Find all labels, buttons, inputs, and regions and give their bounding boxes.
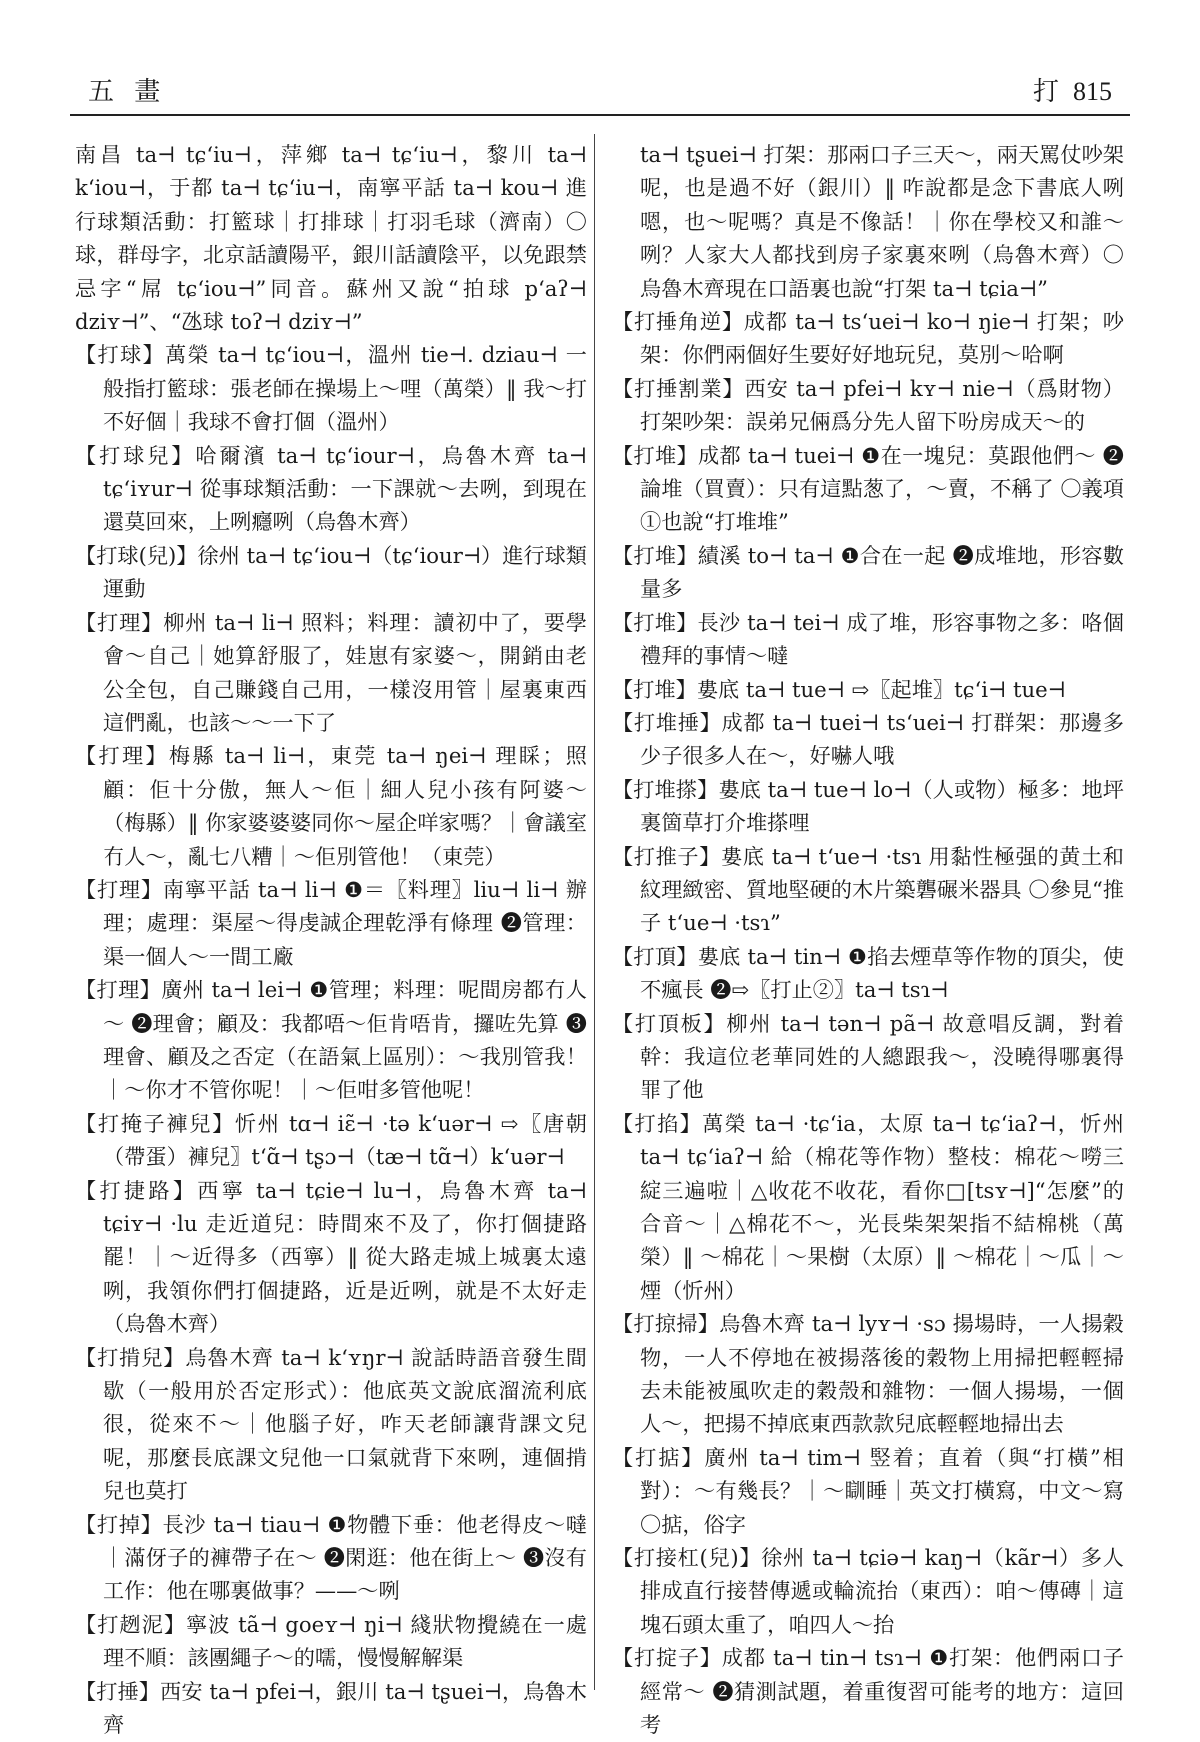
dictionary-entry: 【打堆】績溪 to⊣ ta⊣ ❶合在一起 ❷成堆地，形容數量多 [612,542,1124,602]
dictionary-entry: 【打球(兒)】徐州 ta⊣ tɕʻiou⊣（tɕʻiour⊣）進行球類運動 [75,542,587,602]
dictionary-entry: 【打理】梅縣 ta⊣ li⊣，東莞 ta⊣ ŋei⊣ 理睬；照顧：佢十分傲，無人～佢｜細人兒小孩有阿婆～（梅縣）‖ 你家婆婆婆同你～屋企咩家嗎？｜會議室冇人～，亂七八糟｜～佢別管他！（東莞） [75,743,587,869]
dictionary-entry: 南昌 ta⊣ tɕʻiu⊣，萍鄉 ta⊣ tɕʻiu⊣，黎川 ta⊣ kʻiou⊣，于都 ta⊣ tɕʻiu⊣，南寧平話 ta⊣ kou⊣ 進行球類活動：打籃球｜打排球｜打羽毛球（濟南）〇球，群母字，北京話讀陽平，銀川話讀陰平，以免跟禁忌字“屌 tɕʻiou⊣”同音。蘇州又說“拍球 pʻaʔ⊣ dziʏ⊣”、“氹球 toʔ⊣ dziʏ⊣” [75,142,587,335]
dictionary-entry: 【打捶割業】西安 ta⊣ pfei⊣ kʏ⊣ nie⊣（爲財物）打架吵架：誤弟兄倆爲分先人留下吩房成天～的 [612,375,1124,435]
dictionary-entry: 【打掐】萬榮 ta⊣ ·tɕʻia，太原 ta⊣ tɕʻiaʔ⊣，忻州 ta⊣ tɕʻiaʔ⊣ 給（棉花等作物）整枝：棉花～嘮三綻三遍啦｜△收花不收花，看你□[tsʏ⊣]“怎麼”的合音～｜△棉花不～，光長柴架架指不結棉桃（萬榮）‖ ～棉花｜～果樹（太原）‖ ～棉花｜～瓜｜～煙（忻州） [612,1110,1124,1303]
dictionary-entry: ta⊣ tʂuei⊣ 打架：那兩口子三天～，兩天罵仗吵架呢，也是過不好（銀川）‖ 咋說都是念下書底人咧嗯，也～呢嗎？真是不像話！｜你在學校又和誰～咧？人家大人都找到房子家裏來咧（烏魯木齊）〇烏魯木齊現在口語裏也說“打架 ta⊣ tɕia⊣” [640,142,1124,301]
dictionary-entry: 【打掯兒】烏魯木齊 ta⊣ kʻʏŋr⊣ 說話時語音發生間歇（一般用於否定形式）：他底英文說底溜流利底很，從來不～｜他腦子好，咋天老師讓背課文兒呢，那麼長底課文兒他一口氣就背下來咧，連個掯兒也莫打 [75,1344,587,1504]
dictionary-entry: 【打掂】廣州 ta⊣ tim⊣ 竪着；直着（與“打橫”相對）：～有幾長？｜～瞓睡｜英文打橫寫，中文～寫 〇掂，俗字 [612,1444,1124,1537]
headword: 打 [1032,77,1059,107]
dictionary-entry: 【打理】南寧平話 ta⊣ li⊣ ❶＝〖料理〗liu⊣ li⊣ 辦理；處理：渠屋～得虔誠企理乾淨有條理 ❷管理：渠一個人～一間工廠 [75,876,587,969]
dictionary-entry: 【打堆捶】成都 ta⊣ tuei⊣ tsʻuei⊣ 打群架：那邊多少子很多人在～，好嚇人哦 [612,709,1124,769]
dictionary-entry: 【打理】柳州 ta⊣ li⊣ 照料；料理：讀初中了，要學會～自己｜她算舒服了，娃崽有家婆～，開銷由老公全包，自己賺錢自己用，一樣沒用管｜屋裏東西這們亂，也該～～一下了 [75,609,587,735]
dictionary-entry: 【打頂】婁底 ta⊣ tin⊣ ❶掐去煙草等作物的頂尖，使不瘋長 ❷⇨〖打止②〗ta⊣ tsɿ⊣ [612,943,1124,1003]
dictionary-entry: 【打球兒】哈爾濱 ta⊣ tɕʻiour⊣，烏魯木齊 ta⊣ tɕʻiʏur⊣ 從事球類活動：一下課就～去咧，到現在還莫回來，上咧癮咧（烏魯木齊） [75,442,587,535]
dictionary-entry: 【打趔泥】寧波 tã⊣ goeʏ⊣ ŋi⊣ 綫狀物攪繞在一處理不順：該團繩子～的嚅，慢慢解解渠 [75,1611,587,1671]
dictionary-entry: 【打捶】西安 ta⊣ pfei⊣，銀川 ta⊣ tʂuei⊣，烏魯木齊 [75,1678,587,1738]
dictionary-entry: 【打掉】長沙 ta⊣ tiau⊣ ❶物體下垂：他老得皮～噠｜滿伢子的褲帶子在～ ❷閑逛：他在街上～ ❸沒有工作：他在哪裏做事？——～咧 [75,1511,587,1604]
dictionary-entry: 【打捷路】西寧 ta⊣ tɕie⊣ lu⊣，烏魯木齊 ta⊣ tɕiʏ⊣ ·lu 走近道兒：時間來不及了，你打個捷路罷！｜～近得多（西寧）‖ 從大路走城上城裏太遠咧，我領你們打個捷路，近是近咧，就是不太好走（烏魯木齊） [75,1177,587,1337]
dictionary-entry: 【打球】萬榮 ta⊣ tɕʻiou⊣，溫州 tie⊣. dziau⊣ 一般指打籃球：張老師在操場上～哩（萬榮）‖ 我～打不好個｜我球不會打個（溫州） [75,342,587,435]
dictionary-entry: 【打推子】婁底 ta⊣ tʻue⊣ ·tsɿ 用黏性極强的黄土和紋理緻密、質地堅硬的木片築礱碾米器具 〇參見“推子 tʻue⊣ ·tsɿ” [612,843,1124,936]
right-column [612,138,1124,1742]
dictionary-entry: 【打接杠(兒)】徐州 ta⊣ tɕiə⊣ kaŋ⊣（kãr⊣）多人排成直行接替傳遞或輪流抬（東西）：咱～傳磚｜這塊石頭太重了，咱四人～抬 [612,1545,1124,1637]
dictionary-entry: 【打頂板】柳州 ta⊣ tən⊣ pã⊣ 故意唱反調，對着幹：我這位老華同姓的人總跟我～，没曉得哪裏得罪了他 [612,1010,1124,1103]
left-column [75,138,587,1742]
dictionary-entry: 【打理】廣州 ta⊣ lei⊣ ❶管理；料理：呢間房都冇人～ ❷理會；顧及：我都唔～佢肯唔肯，攞咗先算 ❸理會、顧及之否定（在語氣上區別）：～我別管我！｜～你才不管你呢！｜～佢咁多管他呢！ [75,977,587,1103]
dictionary-entry: 【打掩子褲兒】忻州 tɑ⊣ iɛ̃⊣ ·tə kʻuər⊣ ⇨〖唐朝（帶蛋）褲兒〗tʻɑ̃⊣ tʂɔ⊣（tæ⊣ tɑ̃⊣）kʻuər⊣ [75,1110,587,1170]
dictionary-entry: 【打掠掃】烏魯木齊 ta⊣ lyʏ⊣ ·sɔ 揚場時，一人揚穀物，一人不停地在被揚落後的穀物上用掃把輕輕掃去未能被風吹走的穀殼和雜物：一個人揚場，一個人～，把揚不掉底東西款款兒底輕輕地掃出去 [612,1311,1124,1437]
dictionary-entry: 【打堆】長沙 ta⊣ tei⊣ 成了堆，形容事物之多：咯個禮拜的事情～噠 [612,609,1124,669]
dictionary-entry: 【打堆】婁底 ta⊣ tue⊣ ⇨〖起堆〗tɕʻi⊣ tue⊣ [612,676,1066,702]
dictionary-entry: 【打捶角逆】成都 ta⊣ tsʻuei⊣ ko⊣ ŋie⊣ 打架；吵架：你們兩個好生要好好地玩兒，莫別～哈啊 [612,309,1124,368]
running-head [1033,71,1112,108]
page-header [70,66,1130,116]
column-divider [594,134,595,1690]
dictionary-entry: 【打堆】成都 ta⊣ tuei⊣ ❶在一塊兒：莫跟他們～ ❷論堆（買賣）：只有這點葱了，～賣，不稱了 〇義項①也說“打堆堆” [612,442,1124,535]
section-title: 五 畫 [88,77,167,107]
dictionary-entry: 【打堆搽】婁底 ta⊣ tue⊣ lo⊣（人或物）極多：地坪裏箇草打介堆搽哩 [612,776,1124,836]
dictionary-entry: 【打掟子】成都 ta⊣ tin⊣ tsɿ⊣ ❶打架：他們兩口子經常～ ❷猜測試題，着重復習可能考的地方：這回考 [612,1645,1124,1738]
page-number: 815 [1073,77,1112,106]
